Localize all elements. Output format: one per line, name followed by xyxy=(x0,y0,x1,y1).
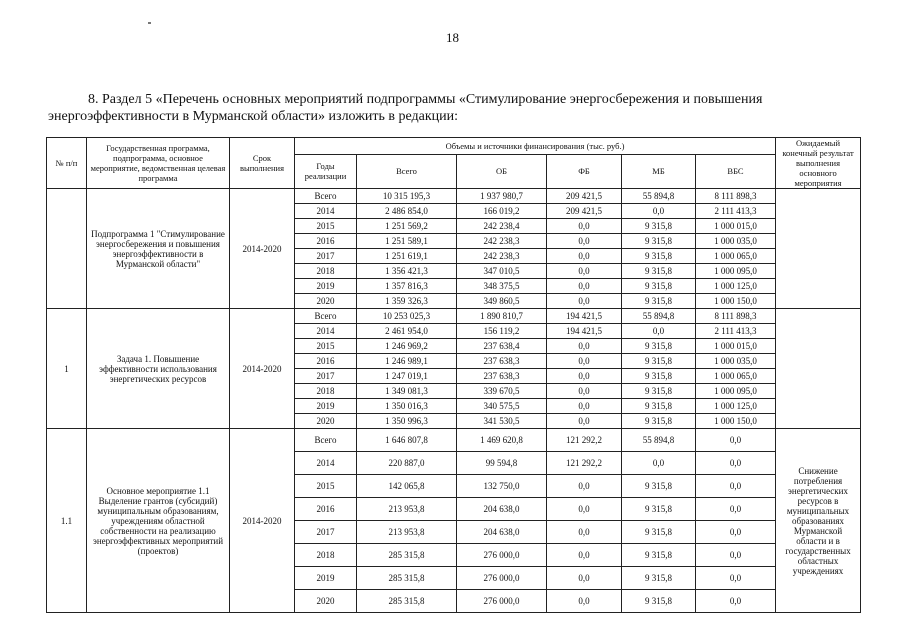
table-row xyxy=(47,189,861,204)
vbs-cell: 1 000 125,0 xyxy=(696,399,776,414)
ob-cell: 132 750,0 xyxy=(457,475,547,498)
vbs-cell: 2 111 413,3 xyxy=(696,204,776,219)
fb-cell: 0,0 xyxy=(547,279,622,294)
header-ob: ОБ xyxy=(457,154,547,188)
year-cell: Всего xyxy=(295,189,357,204)
program-name: Подпрограмма 1 "Стимулирование энергосбережения и повышения энергоэффективности в Мурманской области" xyxy=(87,189,230,309)
year-cell: Всего xyxy=(295,309,357,324)
vbs-cell: 0,0 xyxy=(696,567,776,590)
mb-cell: 55 894,8 xyxy=(622,429,696,452)
vbs-cell: 0,0 xyxy=(696,452,776,475)
row-number xyxy=(47,189,87,309)
total-cell: 1 251 589,1 xyxy=(357,234,457,249)
header-num: № п/п xyxy=(47,138,87,189)
mb-cell: 9 315,8 xyxy=(622,354,696,369)
header-vbs: ВБС xyxy=(696,154,776,188)
mb-cell: 0,0 xyxy=(622,324,696,339)
header-total: Всего xyxy=(357,154,457,188)
vbs-cell: 0,0 xyxy=(696,498,776,521)
year-cell: 2015 xyxy=(295,339,357,354)
total-cell: 1 349 081,3 xyxy=(357,384,457,399)
total-cell: 285 315,8 xyxy=(357,567,457,590)
header-fb: ФБ xyxy=(547,154,622,188)
ob-cell: 1 937 980,7 xyxy=(457,189,547,204)
year-cell: 2020 xyxy=(295,414,357,429)
fb-cell: 0,0 xyxy=(547,590,622,613)
vbs-cell: 1 000 125,0 xyxy=(696,279,776,294)
mb-cell: 9 315,8 xyxy=(622,384,696,399)
year-cell: 2016 xyxy=(295,234,357,249)
ob-cell: 349 860,5 xyxy=(457,294,547,309)
year-cell: 2014 xyxy=(295,324,357,339)
year-cell: 2018 xyxy=(295,264,357,279)
total-cell: 1 251 619,1 xyxy=(357,249,457,264)
fb-cell: 194 421,5 xyxy=(547,309,622,324)
vbs-cell: 1 000 015,0 xyxy=(696,219,776,234)
ob-cell: 276 000,0 xyxy=(457,544,547,567)
mb-cell: 9 315,8 xyxy=(622,234,696,249)
year-cell: 2018 xyxy=(295,384,357,399)
fb-cell: 0,0 xyxy=(547,521,622,544)
header-years: Годы реализации xyxy=(295,154,357,188)
total-cell: 285 315,8 xyxy=(357,544,457,567)
year-cell: 2018 xyxy=(295,544,357,567)
term-cell: 2014-2020 xyxy=(230,189,295,309)
year-cell: 2017 xyxy=(295,249,357,264)
mb-cell: 9 315,8 xyxy=(622,279,696,294)
fb-cell: 0,0 xyxy=(547,264,622,279)
year-cell: 2015 xyxy=(295,219,357,234)
total-cell: 1 359 326,3 xyxy=(357,294,457,309)
total-cell: 1 246 989,1 xyxy=(357,354,457,369)
ob-cell: 156 119,2 xyxy=(457,324,547,339)
mb-cell: 0,0 xyxy=(622,204,696,219)
program-name: Основное мероприятие 1.1 Выделение грантов (субсидий) муниципальным образованиям, учреждениям областной собственности на реализацию энергоэффективных мероприятий (проектов) xyxy=(87,429,230,613)
mb-cell: 9 315,8 xyxy=(622,339,696,354)
total-cell: 10 253 025,3 xyxy=(357,309,457,324)
fb-cell: 0,0 xyxy=(547,219,622,234)
year-cell: 2020 xyxy=(295,294,357,309)
year-cell: 2017 xyxy=(295,369,357,384)
ob-cell: 348 375,5 xyxy=(457,279,547,294)
ob-cell: 237 638,4 xyxy=(457,339,547,354)
ob-cell: 1 469 620,8 xyxy=(457,429,547,452)
mb-cell: 0,0 xyxy=(622,452,696,475)
mb-cell: 9 315,8 xyxy=(622,498,696,521)
fb-cell: 0,0 xyxy=(547,234,622,249)
fb-cell: 0,0 xyxy=(547,369,622,384)
year-cell: 2014 xyxy=(295,204,357,219)
mb-cell: 9 315,8 xyxy=(622,521,696,544)
ob-cell: 242 238,4 xyxy=(457,219,547,234)
fb-cell: 0,0 xyxy=(547,249,622,264)
total-cell: 2 486 854,0 xyxy=(357,204,457,219)
total-cell: 1 247 019,1 xyxy=(357,369,457,384)
year-cell: 2019 xyxy=(295,567,357,590)
total-cell: 142 065,8 xyxy=(357,475,457,498)
total-cell: 1 251 569,2 xyxy=(357,219,457,234)
mb-cell: 9 315,8 xyxy=(622,544,696,567)
header-result: Ожидаемый конечный результат выполнения основного мероприятия xyxy=(776,138,861,189)
fb-cell: 0,0 xyxy=(547,475,622,498)
header-program: Государственная программа, подпрограмма, основное мероприятие, ведомственная целевая программа xyxy=(87,138,230,189)
year-cell: 2019 xyxy=(295,279,357,294)
ob-cell: 276 000,0 xyxy=(457,567,547,590)
ob-cell: 237 638,3 xyxy=(457,354,547,369)
total-cell: 213 953,8 xyxy=(357,521,457,544)
ob-cell: 242 238,3 xyxy=(457,234,547,249)
ob-cell: 204 638,0 xyxy=(457,521,547,544)
ob-cell: 339 670,5 xyxy=(457,384,547,399)
ob-cell: 242 238,3 xyxy=(457,249,547,264)
mb-cell: 9 315,8 xyxy=(622,219,696,234)
table-row xyxy=(47,309,861,324)
header-mb: МБ xyxy=(622,154,696,188)
year-cell: 2015 xyxy=(295,475,357,498)
expected-result xyxy=(776,189,861,309)
ob-cell: 340 575,5 xyxy=(457,399,547,414)
year-cell: 2017 xyxy=(295,521,357,544)
year-cell: 2020 xyxy=(295,590,357,613)
mb-cell: 9 315,8 xyxy=(622,264,696,279)
vbs-cell: 0,0 xyxy=(696,475,776,498)
total-cell: 2 461 954,0 xyxy=(357,324,457,339)
total-cell: 1 646 807,8 xyxy=(357,429,457,452)
vbs-cell: 0,0 xyxy=(696,521,776,544)
fb-cell: 0,0 xyxy=(547,384,622,399)
total-cell: 1 350 996,3 xyxy=(357,414,457,429)
vbs-cell: 1 000 095,0 xyxy=(696,384,776,399)
fb-cell: 0,0 xyxy=(547,399,622,414)
total-cell: 285 315,8 xyxy=(357,590,457,613)
financing-table-body xyxy=(47,189,861,613)
scan-speck xyxy=(148,22,151,24)
section-intro-paragraph: 8. Раздел 5 «Перечень основных мероприятий подпрограммы «Стимулирование энергосбережения и повышения энергоэффективности в Мурманской области» изложить в редакции: xyxy=(48,92,763,124)
year-cell: 2016 xyxy=(295,354,357,369)
mb-cell: 9 315,8 xyxy=(622,369,696,384)
ob-cell: 99 594,8 xyxy=(457,452,547,475)
year-cell: 2014 xyxy=(295,452,357,475)
ob-cell: 276 000,0 xyxy=(457,590,547,613)
fb-cell: 121 292,2 xyxy=(547,429,622,452)
expected-result: Снижение потребления энергетических ресурсов в муниципальных образованиях Мурманской области и в государственных областных учреждениях xyxy=(776,429,861,613)
year-cell: 2016 xyxy=(295,498,357,521)
year-cell: 2019 xyxy=(295,399,357,414)
vbs-cell: 1 000 150,0 xyxy=(696,414,776,429)
ob-cell: 347 010,5 xyxy=(457,264,547,279)
year-cell: Всего xyxy=(295,429,357,452)
mb-cell: 55 894,8 xyxy=(622,309,696,324)
total-cell: 213 953,8 xyxy=(357,498,457,521)
vbs-cell: 2 111 413,3 xyxy=(696,324,776,339)
vbs-cell: 1 000 035,0 xyxy=(696,234,776,249)
total-cell: 1 357 816,3 xyxy=(357,279,457,294)
ob-cell: 1 890 810,7 xyxy=(457,309,547,324)
table-row xyxy=(47,429,861,452)
row-number: 1.1 xyxy=(47,429,87,613)
financing-table xyxy=(46,137,861,613)
row-number: 1 xyxy=(47,309,87,429)
vbs-cell: 0,0 xyxy=(696,590,776,613)
program-name: Задача 1. Повышение эффективности использования энергетических ресурсов xyxy=(87,309,230,429)
header-financing: Объемы и источники финансирования (тыс. руб.) xyxy=(295,138,776,155)
mb-cell: 55 894,8 xyxy=(622,189,696,204)
vbs-cell: 0,0 xyxy=(696,544,776,567)
total-cell: 1 350 016,3 xyxy=(357,399,457,414)
total-cell: 1 356 421,3 xyxy=(357,264,457,279)
vbs-cell: 1 000 035,0 xyxy=(696,354,776,369)
fb-cell: 0,0 xyxy=(547,294,622,309)
fb-cell: 194 421,5 xyxy=(547,324,622,339)
vbs-cell: 1 000 065,0 xyxy=(696,369,776,384)
vbs-cell: 8 111 898,3 xyxy=(696,309,776,324)
total-cell: 220 887,0 xyxy=(357,452,457,475)
ob-cell: 341 530,5 xyxy=(457,414,547,429)
fb-cell: 0,0 xyxy=(547,414,622,429)
mb-cell: 9 315,8 xyxy=(622,294,696,309)
fb-cell: 209 421,5 xyxy=(547,189,622,204)
mb-cell: 9 315,8 xyxy=(622,590,696,613)
mb-cell: 9 315,8 xyxy=(622,399,696,414)
page-number: 18 xyxy=(446,30,459,45)
mb-cell: 9 315,8 xyxy=(622,249,696,264)
vbs-cell: 1 000 095,0 xyxy=(696,264,776,279)
fb-cell: 0,0 xyxy=(547,354,622,369)
vbs-cell: 1 000 015,0 xyxy=(696,339,776,354)
mb-cell: 9 315,8 xyxy=(622,414,696,429)
fb-cell: 0,0 xyxy=(547,339,622,354)
mb-cell: 9 315,8 xyxy=(622,475,696,498)
total-cell: 10 315 195,3 xyxy=(357,189,457,204)
expected-result xyxy=(776,309,861,429)
ob-cell: 237 638,3 xyxy=(457,369,547,384)
header-term: Срок выполнения xyxy=(230,138,295,189)
vbs-cell: 1 000 150,0 xyxy=(696,294,776,309)
vbs-cell: 0,0 xyxy=(696,429,776,452)
ob-cell: 204 638,0 xyxy=(457,498,547,521)
total-cell: 1 246 969,2 xyxy=(357,339,457,354)
mb-cell: 9 315,8 xyxy=(622,567,696,590)
fb-cell: 0,0 xyxy=(547,567,622,590)
ob-cell: 166 019,2 xyxy=(457,204,547,219)
fb-cell: 121 292,2 xyxy=(547,452,622,475)
term-cell: 2014-2020 xyxy=(230,309,295,429)
term-cell: 2014-2020 xyxy=(230,429,295,613)
vbs-cell: 1 000 065,0 xyxy=(696,249,776,264)
fb-cell: 209 421,5 xyxy=(547,204,622,219)
vbs-cell: 8 111 898,3 xyxy=(696,189,776,204)
fb-cell: 0,0 xyxy=(547,544,622,567)
fb-cell: 0,0 xyxy=(547,498,622,521)
